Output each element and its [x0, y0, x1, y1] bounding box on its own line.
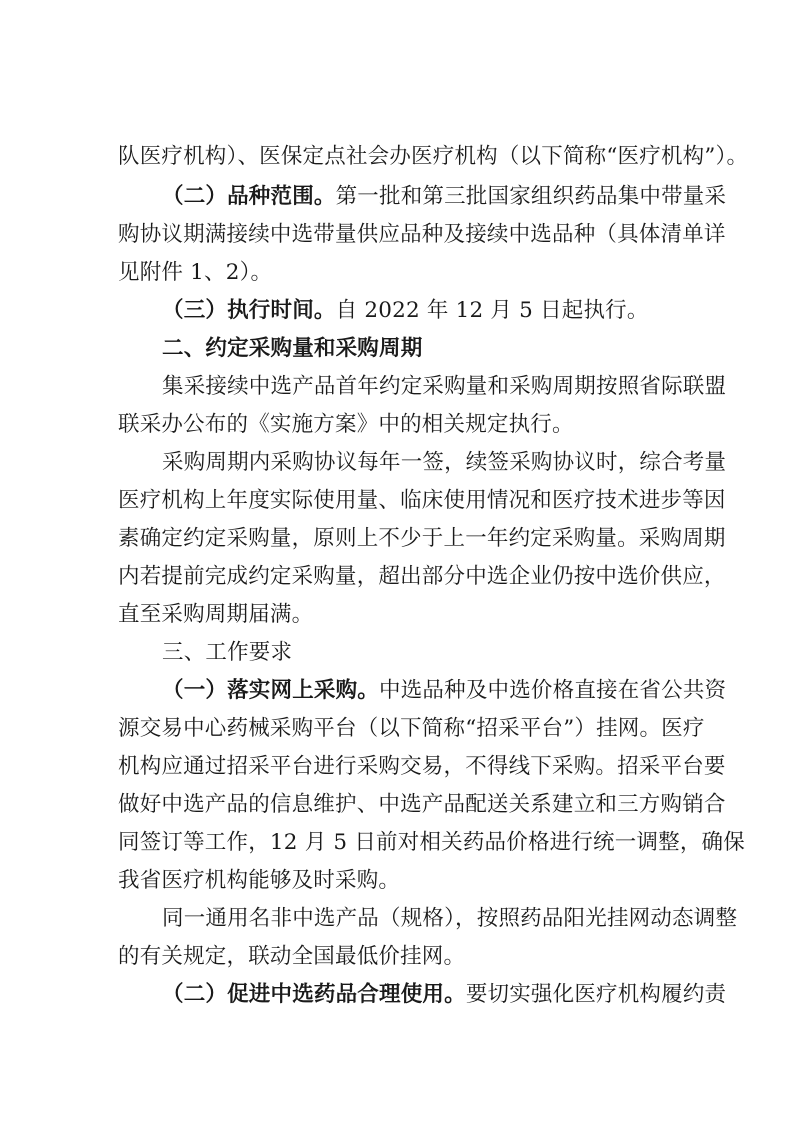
section-heading-2: 二、约定采购量和采购周期 — [162, 336, 423, 361]
text-line: 集采接续中选产品首年约定采购量和采购周期按照省际联盟 — [162, 374, 727, 399]
paragraph-heading: （一）落实网上采购。 — [162, 678, 380, 703]
text-line: 第一批和第三批国家组织药品集中带量采 — [335, 184, 727, 209]
paragraph-variety-scope — [162, 182, 727, 212]
text-line: 要切实强化医疗机构履约责 — [465, 982, 727, 1007]
text-line: 联采办公布的《实施方案》中的相关规定执行。 — [118, 412, 574, 437]
paragraph-heading: （二）促进中选药品合理使用。 — [162, 982, 466, 1007]
text-line: 的有关规定，联动全国最低价挂网。 — [118, 944, 466, 969]
paragraph-online-purchase — [162, 676, 727, 706]
section-heading-3: 三、工作要求 — [162, 640, 293, 665]
text-line: 素确定约定采购量，原则上不少于上一年约定采购量。采购周期 — [118, 526, 726, 551]
text-line: 机构应通过招采平台进行采购交易，不得线下采购。招采平台要 — [118, 754, 726, 779]
paragraph-rational-use — [162, 980, 727, 1010]
text-line: 医疗机构上年度实际使用量、临床使用情况和医疗技术进步等因 — [118, 488, 726, 513]
text-line: 自 2022 年 12 月 5 日起执行。 — [335, 298, 649, 323]
paragraph-heading: （二）品种范围。 — [162, 184, 336, 209]
text-line: 内若提前完成约定采购量，超出部分中选企业仍按中选价供应， — [118, 564, 726, 589]
text-line: 同一通用名非中选产品（规格），按照药品阳光挂网动态调整 — [162, 906, 738, 931]
paragraph-execution-time — [162, 296, 678, 326]
text-line: 我省医疗机构能够及时采购。 — [118, 868, 401, 893]
text-line: 源交易中心药械采购平台（以下简称“招采平台”）挂网。医疗 — [118, 716, 705, 741]
text-line: 中选品种及中选价格直接在省公共资 — [379, 678, 727, 703]
text-line: 见附件 1、2）。 — [118, 260, 273, 285]
text-line: 直至采购周期届满。 — [118, 602, 314, 627]
text-line: 做好中选产品的信息维护、中选产品配送关系建立和三方购销合 — [118, 792, 726, 817]
text-line: 队医疗机构）、医保定点社会办医疗机构（以下简称“医疗机构”）。 — [118, 144, 749, 169]
text-line: 购协议期满接续中选带量供应品种及接续中选品种（具体清单详 — [118, 222, 726, 247]
paragraph-heading: （三）执行时间。 — [162, 298, 336, 323]
text-line: 采购周期内采购协议每年一签，续签采购协议时，综合考量 — [162, 450, 727, 475]
text-line: 同签订等工作，12 月 5 日前对相关药品价格进行统一调整，确保 — [118, 830, 745, 855]
